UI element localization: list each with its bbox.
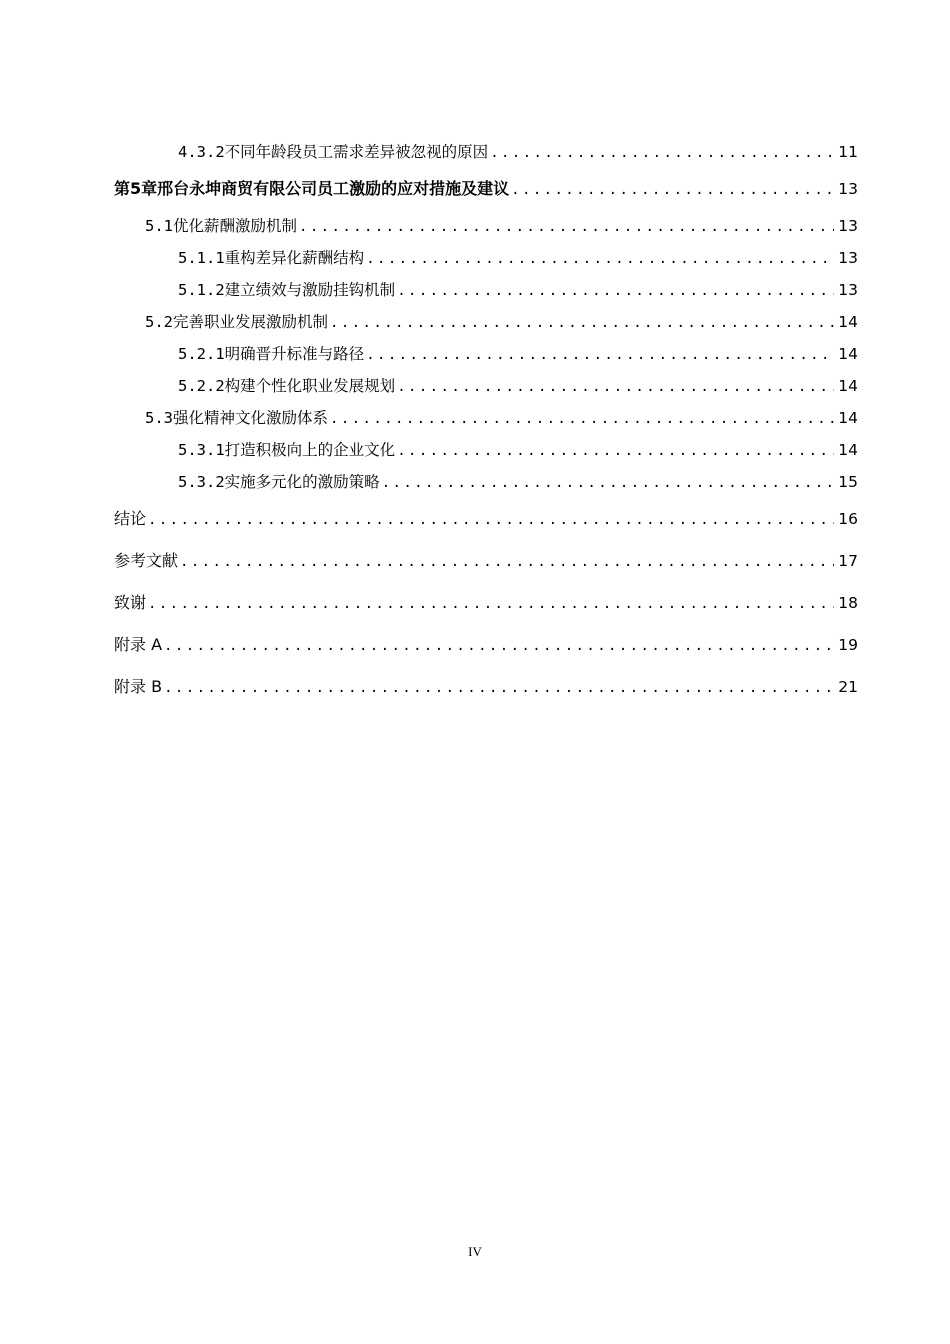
toc-entry-title: 实施多元化的激励策略 <box>224 473 380 491</box>
toc-entry-title: 致谢 <box>114 593 147 612</box>
toc-entry-page: 11 <box>838 143 858 161</box>
page-number-footer: IV <box>468 1244 482 1259</box>
toc-entry-title: 邢台永坤商贸有限公司员工激励的应对措施及建议 <box>157 179 510 198</box>
dot-leader <box>366 339 834 371</box>
dot-leader <box>164 667 834 709</box>
toc-entry-title: 重构差异化薪酬结构 <box>224 249 365 267</box>
toc-entry-title: 明确晋升标准与路径 <box>224 345 365 363</box>
toc-entry-title: 附录 B <box>114 677 163 696</box>
toc-entry-title: 优化薪酬激励机制 <box>173 217 298 235</box>
toc-entry-title: 强化精神文化激励体系 <box>173 409 329 427</box>
toc-entry-5-2[interactable] <box>114 306 858 338</box>
toc-entry-number: 4.3.2 <box>178 143 225 161</box>
toc-entry-number: 5.1.2 <box>178 281 225 299</box>
toc-entry-number: 5.1 <box>145 217 173 235</box>
toc-entry-page: 16 <box>838 510 858 528</box>
toc-entry-number: 5.3.2 <box>178 473 225 491</box>
toc-entry-title: 完善职业发展激励机制 <box>173 313 329 331</box>
toc-entry-number: 5.2.1 <box>178 345 225 363</box>
toc-entry-chapter-5[interactable] <box>114 168 858 210</box>
toc-entry-5-3-2[interactable] <box>114 466 858 498</box>
toc-entry-5-1[interactable] <box>114 210 858 242</box>
dot-leader <box>397 435 834 467</box>
toc-entry-title: 打造积极向上的企业文化 <box>224 441 396 459</box>
toc-entry-number: 5.1.1 <box>178 249 225 267</box>
dot-leader <box>382 467 835 499</box>
toc-entry-number: 5.2.2 <box>178 377 225 395</box>
toc-entry-title: 不同年龄段员工需求差异被忽视的原因 <box>224 143 489 161</box>
toc-entry-number: 5.3.1 <box>178 441 225 459</box>
toc-entry-number: 5.3 <box>145 409 173 427</box>
dot-leader <box>366 243 834 275</box>
toc-entry-5-2-2[interactable] <box>114 370 858 402</box>
dot-leader <box>148 583 834 625</box>
toc-entry-5-1-1[interactable] <box>114 242 858 274</box>
dot-leader <box>511 169 834 211</box>
dot-leader <box>330 307 834 339</box>
toc-entry-page: 13 <box>838 180 858 198</box>
toc-entry-title: 构建个性化职业发展规划 <box>224 377 396 395</box>
toc-entry-5-2-1[interactable] <box>114 338 858 370</box>
dot-leader <box>180 541 834 583</box>
toc-entry-5-1-2[interactable] <box>114 274 858 306</box>
toc-entry-5-3[interactable] <box>114 402 858 434</box>
toc-entry-page: 14 <box>838 441 858 459</box>
dot-leader <box>148 499 834 541</box>
toc-entry-page: 13 <box>838 217 858 235</box>
dot-leader <box>397 275 834 307</box>
toc-entry-number: 5.2 <box>145 313 173 331</box>
toc-entry-4-3-2[interactable] <box>114 136 858 168</box>
toc-entry-page: 14 <box>838 377 858 395</box>
dot-leader <box>164 625 834 667</box>
toc-entry-title: 建立绩效与激励挂钩机制 <box>224 281 396 299</box>
toc-entry-page: 14 <box>838 313 858 331</box>
toc-entry-title: 参考文献 <box>114 551 179 570</box>
dot-leader <box>299 211 834 243</box>
dot-leader <box>490 137 834 169</box>
dot-leader <box>397 371 834 403</box>
toc-entry-references[interactable] <box>114 540 858 582</box>
toc-entry-conclusion[interactable] <box>114 498 858 540</box>
table-of-contents <box>114 136 858 708</box>
dot-leader <box>330 403 834 435</box>
toc-entry-page: 14 <box>838 409 858 427</box>
toc-entry-appendix-a[interactable] <box>114 624 858 666</box>
toc-entry-page: 13 <box>838 281 858 299</box>
toc-entry-acknowledgements[interactable] <box>114 582 858 624</box>
toc-entry-page: 15 <box>838 473 858 491</box>
toc-entry-page: 14 <box>838 345 858 363</box>
toc-entry-appendix-b[interactable] <box>114 666 858 708</box>
toc-entry-title: 附录 A <box>114 635 163 654</box>
toc-entry-page: 19 <box>838 636 858 654</box>
toc-entry-page: 21 <box>838 678 858 696</box>
toc-entry-page: 13 <box>838 249 858 267</box>
toc-entry-5-3-1[interactable] <box>114 434 858 466</box>
toc-entry-page: 17 <box>838 552 858 570</box>
toc-entry-number: 第5章 <box>114 179 158 198</box>
toc-entry-page: 18 <box>838 594 858 612</box>
toc-entry-title: 结论 <box>114 509 147 528</box>
